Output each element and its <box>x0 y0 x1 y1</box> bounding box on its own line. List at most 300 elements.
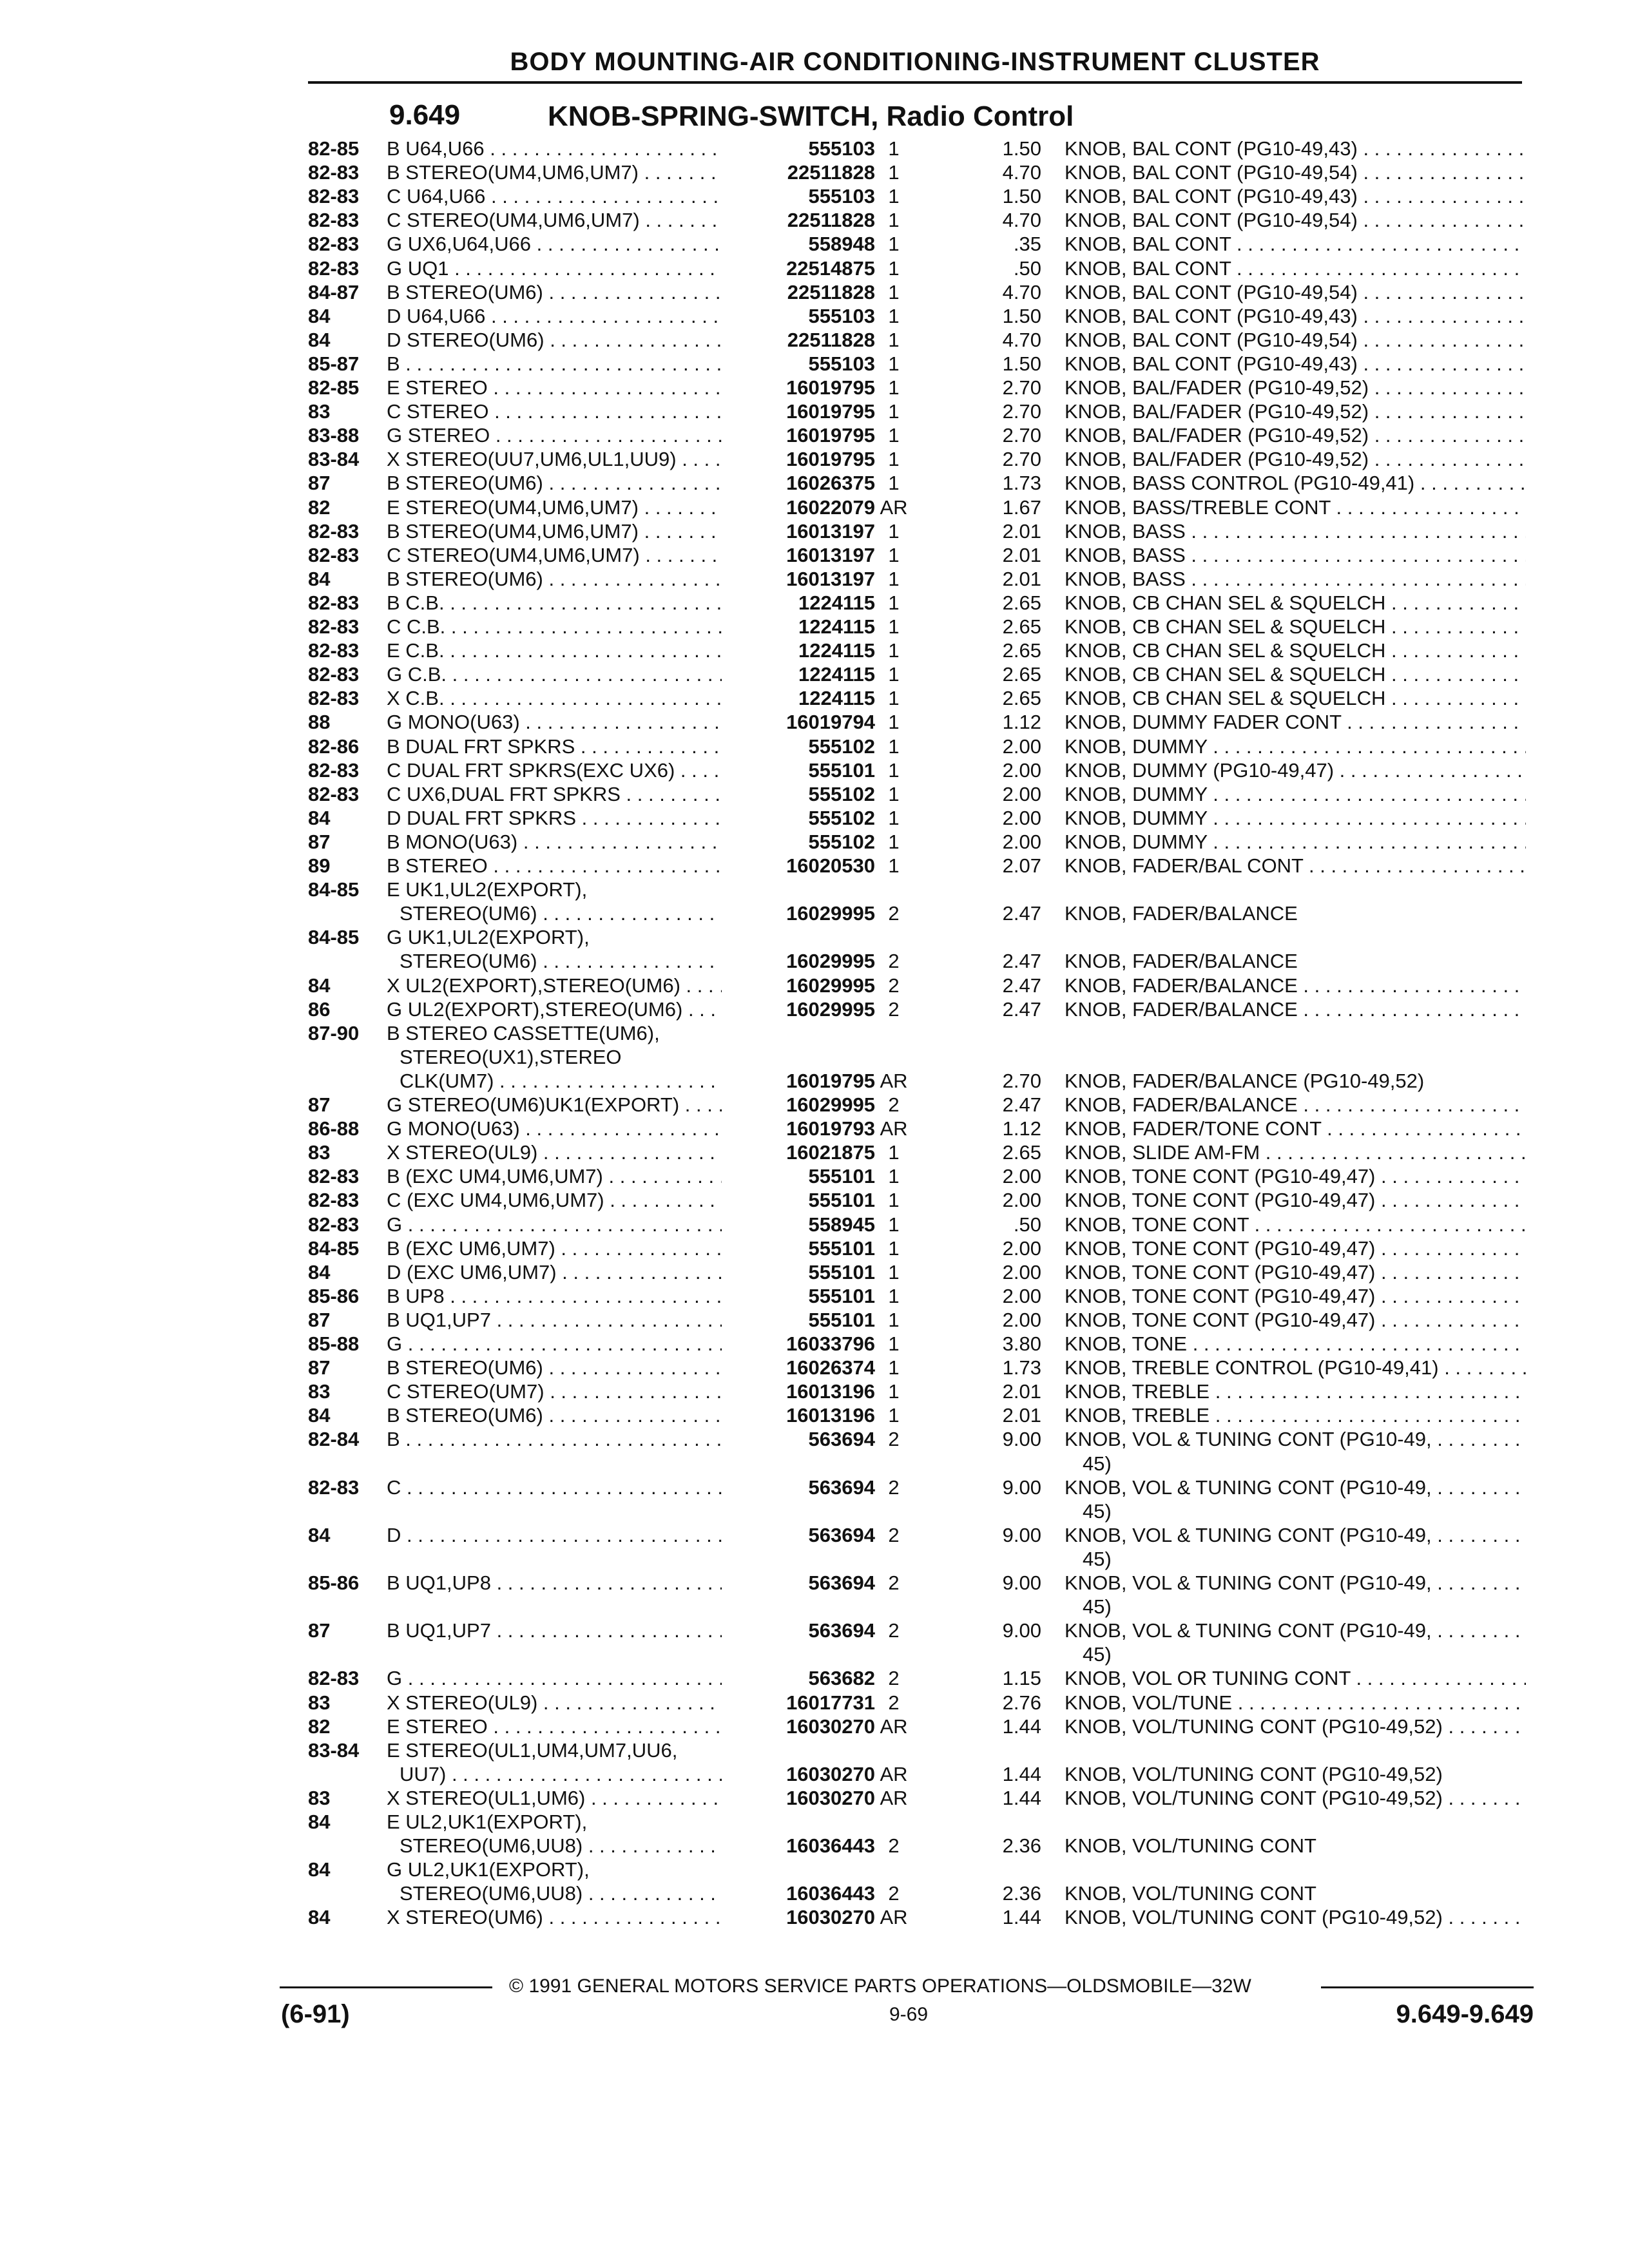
row-price: 1.44 <box>1002 1906 1041 1929</box>
table-row <box>0 1284 1629 1308</box>
table-row <box>0 1117 1629 1140</box>
row-description: KNOB, TONE CONT (PG10-49,47) . . . <box>1065 1188 1526 1212</box>
table-row <box>0 256 1629 280</box>
row-part-number: 555103 <box>722 184 875 208</box>
row-part-number: 16026375 <box>722 471 875 495</box>
row-application: D . . . <box>387 1523 722 1547</box>
row-application: D (EXC UM6,UM7) . . . <box>387 1260 722 1284</box>
table-row <box>0 137 1629 160</box>
row-price: 1.50 <box>1002 185 1041 208</box>
row-price: 2.00 <box>1002 1189 1041 1212</box>
row-price: 4.70 <box>1002 280 1041 303</box>
row-quantity: 1 <box>888 854 900 877</box>
table-row <box>0 208 1629 232</box>
table-row <box>0 1356 1629 1379</box>
table-row <box>0 878 1629 901</box>
row-years: 87 <box>308 1308 331 1331</box>
row-quantity: 1 <box>888 1284 900 1307</box>
row-years: 86-88 <box>308 1117 360 1140</box>
row-description: KNOB, DUMMY . . . <box>1065 735 1526 758</box>
row-application: X C.B. . . . <box>387 686 722 710</box>
row-part-number: 22511828 <box>722 280 875 304</box>
row-application: G MONO(U63) . . . <box>387 1117 722 1140</box>
row-application: C DUAL FRT SPKRS(EXC UX6) . . . <box>387 758 722 782</box>
row-quantity: AR <box>880 1786 908 1809</box>
row-application: B (EXC UM4,UM6,UM7) . . . <box>387 1164 722 1188</box>
footer-date: (6-91) <box>281 2000 350 2028</box>
row-part-number: 555101 <box>722 758 875 782</box>
row-price: 4.70 <box>1002 328 1041 351</box>
row-description: KNOB, VOL/TUNING CONT <box>1065 1834 1316 1858</box>
table-row <box>0 567 1629 591</box>
row-price: 4.70 <box>1002 161 1041 184</box>
row-quantity: 1 <box>888 782 900 805</box>
row-part-number: 555101 <box>722 1260 875 1284</box>
row-part-number: 16029995 <box>722 997 875 1021</box>
row-quantity: 1 <box>888 1189 900 1212</box>
row-application: G . . . <box>387 1332 722 1356</box>
row-quantity: 1 <box>888 1260 900 1283</box>
row-application: E STEREO(UL1,UM4,UM7,UU6, <box>387 1738 678 1762</box>
table-row <box>0 1308 1629 1332</box>
row-years: 83-84 <box>308 448 360 471</box>
row-description: KNOB, DUMMY . . . <box>1065 782 1526 806</box>
row-quantity: 1 <box>888 591 900 614</box>
row-application: B . . . <box>387 352 722 376</box>
row-description: KNOB, CB CHAN SEL & SQUELCH . . . <box>1065 662 1526 686</box>
row-years: 82-83 <box>308 519 360 543</box>
row-price: 2.00 <box>1002 1165 1041 1188</box>
row-part-number: 16033796 <box>722 1332 875 1356</box>
table-row <box>0 710 1629 734</box>
table-row <box>0 232 1629 256</box>
row-price: 9.00 <box>1002 1428 1041 1451</box>
row-application: G . . . <box>387 1666 722 1690</box>
row-quantity: 1 <box>888 1236 900 1260</box>
row-years: 82-83 <box>308 543 360 566</box>
table-row <box>0 352 1629 376</box>
row-application: G UL2(EXPORT),STEREO(UM6) . . . <box>387 997 722 1021</box>
row-description: KNOB, TONE CONT (PG10-49,47) . . . <box>1065 1260 1526 1284</box>
row-application: C . . . <box>387 1475 722 1499</box>
row-price: 2.65 <box>1002 639 1041 662</box>
row-price: 2.70 <box>1002 400 1041 423</box>
row-part-number: 16019795 <box>722 399 875 423</box>
row-price: 2.00 <box>1002 806 1041 829</box>
row-quantity: 1 <box>888 448 900 471</box>
row-description: KNOB, VOL/TUNING CONT <box>1065 1882 1316 1905</box>
row-price: 2.00 <box>1002 782 1041 805</box>
row-part-number: 563694 <box>722 1571 875 1595</box>
row-price: 1.12 <box>1002 1117 1041 1140</box>
table-row <box>0 1619 1629 1642</box>
row-years: 85-86 <box>308 1284 360 1307</box>
row-quantity: 1 <box>888 758 900 782</box>
footer-copyright: © 1991 GENERAL MOTORS SERVICE PARTS OPERATIONS—OLDSMOBILE—32W <box>509 1975 1251 1997</box>
row-part-number: 1224115 <box>722 615 875 639</box>
row-description: KNOB, BASS . . . <box>1065 567 1526 591</box>
row-years: 82-83 <box>308 758 360 782</box>
row-description: KNOB, TONE CONT (PG10-49,47) . . . <box>1065 1308 1526 1332</box>
footer-rule-left <box>280 1986 492 1988</box>
row-years: 83-88 <box>308 424 360 447</box>
table-row <box>0 1164 1629 1188</box>
table-row <box>0 1858 1629 1881</box>
row-part-number: 563694 <box>722 1427 875 1451</box>
table-row-continuation <box>0 1595 1629 1619</box>
section-number: 9.649 <box>389 99 461 131</box>
row-description: KNOB, BAL/FADER (PG10-49,52) . . . <box>1065 399 1526 423</box>
row-application: G UQ1 . . . <box>387 256 722 280</box>
row-years: 83 <box>308 1691 331 1714</box>
row-application: X STEREO(UU7,UM6,UL1,UU9) . . . <box>387 447 722 471</box>
row-years: 82-83 <box>308 185 360 208</box>
row-price: 2.00 <box>1002 1260 1041 1283</box>
row-quantity: 2 <box>888 1834 900 1858</box>
row-description: KNOB, DUMMY FADER CONT . . . <box>1065 710 1526 734</box>
row-description: KNOB, FADER/BALANCE . . . <box>1065 997 1526 1021</box>
row-description: KNOB, BASS . . . <box>1065 519 1526 543</box>
table-row <box>0 806 1629 830</box>
row-quantity: 2 <box>888 1475 900 1499</box>
row-description: KNOB, FADER/BALANCE . . . <box>1065 1093 1526 1117</box>
row-quantity: 1 <box>888 256 900 280</box>
row-years: 82-83 <box>308 639 360 662</box>
row-description: KNOB, VOL/TUNING CONT (PG10-49,52) . . . <box>1065 1905 1526 1929</box>
row-application-cont: STEREO(UM6,UU8) . . . <box>400 1881 722 1905</box>
table-row <box>0 1571 1629 1595</box>
table-row <box>0 328 1629 352</box>
row-description: KNOB, BAL CONT (PG10-49,43) . . . <box>1065 352 1526 376</box>
table-row <box>0 1379 1629 1403</box>
row-application: C STEREO . . . <box>387 399 722 423</box>
row-part-number: 16030270 <box>722 1762 875 1786</box>
row-price: 2.01 <box>1002 1380 1041 1403</box>
row-description: KNOB, VOL & TUNING CONT (PG10-49, . . . <box>1065 1619 1526 1642</box>
row-years: 82-85 <box>308 137 360 160</box>
row-quantity: 1 <box>888 806 900 829</box>
row-part-number: 16019793 <box>722 1117 875 1140</box>
table-row-continuation <box>0 949 1629 973</box>
row-price: 2.01 <box>1002 543 1041 566</box>
row-description: KNOB, DUMMY . . . <box>1065 806 1526 830</box>
row-years: 85-88 <box>308 1332 360 1355</box>
table-row <box>0 686 1629 710</box>
row-quantity: 1 <box>888 185 900 208</box>
row-part-number: 555103 <box>722 352 875 376</box>
row-description: KNOB, FADER/BALANCE <box>1065 902 1298 925</box>
row-description-cont: 45) <box>1083 1595 1112 1619</box>
row-application: B DUAL FRT SPKRS . . . <box>387 735 722 758</box>
table-row <box>0 1691 1629 1715</box>
row-part-number: 555101 <box>722 1236 875 1260</box>
row-years: 84 <box>308 304 331 327</box>
row-years: 84-85 <box>308 1236 360 1260</box>
row-price: 1.50 <box>1002 352 1041 375</box>
row-price: 2.76 <box>1002 1691 1041 1714</box>
row-price: 1.44 <box>1002 1762 1041 1785</box>
row-part-number: 563694 <box>722 1523 875 1547</box>
row-description: KNOB, BAL CONT (PG10-49,43) . . . <box>1065 137 1526 160</box>
row-years: 84 <box>308 1260 331 1283</box>
row-price: 9.00 <box>1002 1619 1041 1642</box>
row-description-cont: 45) <box>1083 1547 1112 1570</box>
row-description: KNOB, TONE . . . <box>1065 1332 1526 1356</box>
row-part-number: 16030270 <box>722 1905 875 1929</box>
table-row <box>0 639 1629 662</box>
row-quantity: 2 <box>888 997 900 1021</box>
row-part-number: 16019795 <box>722 1069 875 1093</box>
row-part-number: 555101 <box>722 1188 875 1212</box>
table-row <box>0 495 1629 519</box>
row-quantity: 1 <box>888 567 900 590</box>
row-price: 2.00 <box>1002 735 1041 758</box>
row-price: 2.01 <box>1002 519 1041 543</box>
header-title: BODY MOUNTING-AIR CONDITIONING-INSTRUMENT CLUSTER <box>510 48 1320 76</box>
row-description: KNOB, TONE CONT (PG10-49,47) . . . <box>1065 1236 1526 1260</box>
row-part-number: 16021875 <box>722 1140 875 1164</box>
row-description: KNOB, BAL CONT (PG10-49,54) . . . <box>1065 208 1526 232</box>
row-price: 2.01 <box>1002 1404 1041 1427</box>
row-quantity: AR <box>880 1906 908 1929</box>
table-row <box>0 782 1629 806</box>
table-row <box>0 543 1629 567</box>
row-years: 87 <box>308 830 331 853</box>
row-description: KNOB, CB CHAN SEL & SQUELCH . . . <box>1065 591 1526 615</box>
row-years: 82-83 <box>308 1667 360 1690</box>
table-row <box>0 1715 1629 1738</box>
footer-section-ref: 9.649-9.649 <box>1396 2000 1534 2028</box>
row-description: KNOB, TONE CONT . . . <box>1065 1213 1526 1236</box>
row-quantity: 1 <box>888 663 900 686</box>
row-quantity: 1 <box>888 687 900 710</box>
row-application-cont: STEREO(UX1),STEREO <box>400 1045 622 1068</box>
row-price: 1.50 <box>1002 304 1041 327</box>
table-row <box>0 1236 1629 1260</box>
row-years: 82-83 <box>308 233 360 256</box>
row-application: E C.B. . . . <box>387 639 722 662</box>
row-description: KNOB, VOL/TUNE . . . <box>1065 1691 1526 1715</box>
row-quantity: 2 <box>888 1523 900 1546</box>
row-years: 82-83 <box>308 1189 360 1212</box>
table-row <box>0 1475 1629 1499</box>
table-row <box>0 1332 1629 1356</box>
row-application: B C.B. . . . <box>387 591 722 615</box>
row-price: 2.00 <box>1002 1284 1041 1307</box>
row-part-number: 16029995 <box>722 949 875 973</box>
row-description: KNOB, BAL CONT . . . <box>1065 232 1526 256</box>
row-years: 85-87 <box>308 352 360 375</box>
row-application: D DUAL FRT SPKRS . . . <box>387 806 722 830</box>
row-part-number: 555103 <box>722 137 875 160</box>
row-years: 84 <box>308 1811 331 1833</box>
row-price: 9.00 <box>1002 1571 1041 1594</box>
row-description: KNOB, BAL CONT (PG10-49,43) . . . <box>1065 184 1526 208</box>
table-row-continuation <box>0 1452 1629 1475</box>
row-quantity: 1 <box>888 1165 900 1188</box>
row-description: KNOB, FADER/BAL CONT . . . <box>1065 854 1526 878</box>
row-application: B UP8 . . . <box>387 1284 722 1308</box>
table-row <box>0 735 1629 758</box>
row-part-number: 563682 <box>722 1666 875 1690</box>
row-quantity: 1 <box>888 1404 900 1427</box>
row-description: KNOB, BAL CONT (PG10-49,54) . . . <box>1065 160 1526 184</box>
row-years: 82-85 <box>308 376 360 399</box>
row-quantity: 1 <box>888 1332 900 1355</box>
row-years: 87 <box>308 472 331 495</box>
row-application: G UX6,U64,U66 . . . <box>387 232 722 256</box>
row-part-number: 16029995 <box>722 974 875 997</box>
row-years: 82-83 <box>308 1475 360 1499</box>
table-row <box>0 830 1629 854</box>
row-years: 87-90 <box>308 1021 360 1044</box>
table-row <box>0 1738 1629 1762</box>
row-description: KNOB, VOL OR TUNING CONT . . . <box>1065 1666 1526 1690</box>
row-quantity: 1 <box>888 472 900 495</box>
table-row-continuation <box>0 1762 1629 1786</box>
row-years: 84 <box>308 567 331 590</box>
row-price: 2.70 <box>1002 1069 1041 1092</box>
row-years: 82-83 <box>308 161 360 184</box>
table-row <box>0 662 1629 686</box>
table-row-continuation <box>0 901 1629 925</box>
row-application: C STEREO(UM4,UM6,UM7) . . . <box>387 208 722 232</box>
row-description: KNOB, CB CHAN SEL & SQUELCH . . . <box>1065 686 1526 710</box>
table-row-continuation <box>0 1499 1629 1523</box>
row-price: 1.73 <box>1002 1356 1041 1379</box>
table-row <box>0 615 1629 639</box>
section-title: KNOB-SPRING-SWITCH, Radio Control <box>548 101 1074 132</box>
row-price: 1.50 <box>1002 137 1041 160</box>
row-years: 83 <box>308 1380 331 1403</box>
row-description: KNOB, VOL/TUNING CONT (PG10-49,52) <box>1065 1762 1443 1785</box>
row-application: B . . . <box>387 1427 722 1451</box>
table-row <box>0 997 1629 1021</box>
row-price: 1.12 <box>1002 711 1041 734</box>
row-price: 9.00 <box>1002 1475 1041 1499</box>
table-row <box>0 1260 1629 1284</box>
row-quantity: AR <box>880 1069 908 1092</box>
row-price: 2.47 <box>1002 997 1041 1021</box>
row-description: KNOB, BAL CONT (PG10-49,43) . . . <box>1065 304 1526 328</box>
row-years: 82 <box>308 1715 331 1738</box>
row-part-number: 22511828 <box>722 208 875 232</box>
row-part-number: 1224115 <box>722 591 875 615</box>
row-years: 83-84 <box>308 1738 360 1762</box>
row-description: KNOB, DUMMY . . . <box>1065 830 1526 854</box>
row-price: 2.36 <box>1002 1882 1041 1905</box>
table-row <box>0 1140 1629 1164</box>
row-application: E UL2,UK1(EXPORT), <box>387 1811 588 1833</box>
row-years: 84-85 <box>308 926 360 949</box>
row-application-cont: STEREO(UM6) . . . <box>400 949 722 973</box>
row-years: 82-83 <box>308 209 360 232</box>
row-quantity: 1 <box>888 376 900 399</box>
row-application: B STEREO(UM6) . . . <box>387 280 722 304</box>
row-part-number: 22514875 <box>722 256 875 280</box>
row-price: 2.70 <box>1002 424 1041 447</box>
row-price: 1.67 <box>1002 495 1041 519</box>
row-part-number: 16030270 <box>722 1786 875 1810</box>
row-price: 2.47 <box>1002 1093 1041 1116</box>
row-part-number: 16030270 <box>722 1715 875 1738</box>
row-description: KNOB, BAL CONT . . . <box>1065 256 1526 280</box>
row-price: 1.15 <box>1002 1667 1041 1690</box>
row-description: KNOB, DUMMY (PG10-49,47) . . . <box>1065 758 1526 782</box>
row-price: 2.65 <box>1002 687 1041 710</box>
footer-rule-right <box>1321 1986 1534 1988</box>
table-row-continuation <box>0 1069 1629 1093</box>
row-description-cont: 45) <box>1083 1452 1112 1475</box>
row-application: C C.B. . . . <box>387 615 722 639</box>
row-years: 82-83 <box>308 615 360 638</box>
row-price: 2.07 <box>1002 854 1041 877</box>
table-row <box>0 1403 1629 1427</box>
row-part-number: 16019795 <box>722 423 875 447</box>
row-price: 2.01 <box>1002 567 1041 590</box>
row-application: E UK1,UL2(EXPORT), <box>387 878 588 901</box>
row-application: B STEREO(UM6) . . . <box>387 1356 722 1379</box>
row-application: X STEREO(UM6) . . . <box>387 1905 722 1929</box>
table-row <box>0 304 1629 328</box>
row-quantity: 2 <box>888 1619 900 1642</box>
table-row <box>0 184 1629 208</box>
row-application: G UK1,UL2(EXPORT), <box>387 926 590 949</box>
row-price: 2.70 <box>1002 448 1041 471</box>
table-row <box>0 1905 1629 1929</box>
row-price: 2.65 <box>1002 615 1041 638</box>
row-part-number: 16036443 <box>722 1834 875 1858</box>
row-quantity: 1 <box>888 735 900 758</box>
row-part-number: 555103 <box>722 304 875 328</box>
row-description: KNOB, BASS/TREBLE CONT . . . <box>1065 495 1526 519</box>
row-application-cont: STEREO(UM6,UU8) . . . <box>400 1834 722 1858</box>
row-quantity: 1 <box>888 830 900 853</box>
row-years: 84-85 <box>308 878 360 901</box>
table-row <box>0 447 1629 471</box>
row-quantity: 2 <box>888 1882 900 1905</box>
row-quantity: 1 <box>888 639 900 662</box>
row-application: G C.B. . . . <box>387 662 722 686</box>
row-part-number: 555101 <box>722 1284 875 1308</box>
header-rule <box>308 81 1522 84</box>
row-quantity: 1 <box>888 543 900 566</box>
table-row <box>0 1810 1629 1834</box>
row-part-number: 16029995 <box>722 901 875 925</box>
row-quantity: 1 <box>888 304 900 327</box>
table-row <box>0 1213 1629 1236</box>
row-description: KNOB, BAL CONT (PG10-49,54) . . . <box>1065 328 1526 352</box>
row-application: B STEREO(UM6) . . . <box>387 567 722 591</box>
row-price: 2.47 <box>1002 950 1041 973</box>
row-application: X STEREO(UL1,UM6) . . . <box>387 1786 722 1810</box>
row-years: 84 <box>308 1404 331 1427</box>
row-quantity: 1 <box>888 209 900 232</box>
row-years: 84 <box>308 1523 331 1546</box>
row-quantity: 1 <box>888 161 900 184</box>
row-application: G UL2,UK1(EXPORT), <box>387 1858 590 1881</box>
row-years: 85-86 <box>308 1571 360 1594</box>
row-part-number: 16013196 <box>722 1379 875 1403</box>
row-description: KNOB, BAL/FADER (PG10-49,52) . . . <box>1065 447 1526 471</box>
row-part-number: 16019794 <box>722 710 875 734</box>
row-price: 2.65 <box>1002 663 1041 686</box>
row-price: 4.70 <box>1002 209 1041 232</box>
row-quantity: 1 <box>888 519 900 543</box>
table-row <box>0 519 1629 543</box>
row-price: 2.70 <box>1002 376 1041 399</box>
row-description: KNOB, TREBLE CONTROL (PG10-49,41) . . . <box>1065 1356 1526 1379</box>
